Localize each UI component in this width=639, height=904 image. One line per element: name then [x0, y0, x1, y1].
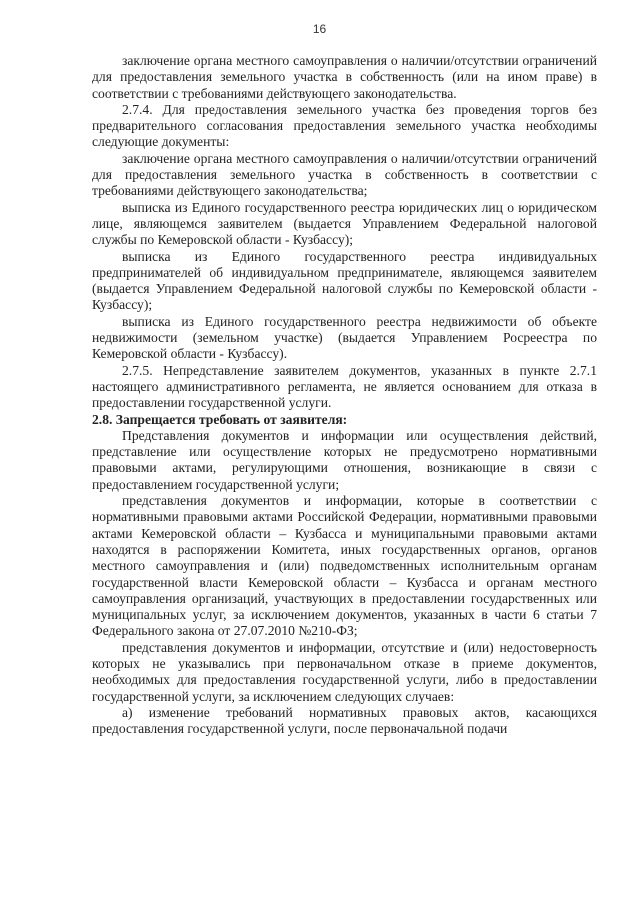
paragraph: 2.7.5. Непредставление заявителем документов, указанных в пункте 2.7.1 настоящего административного регламента, не является основанием для отказа в предоставлении государственной услуги.	[92, 362, 597, 411]
paragraph: представления документов и информации, отсутствие и (или) недостоверность которых не указывались при первоначальном отказе в приеме документов, необходимых для предоставления государственной услуги, либо в предоставлении государственной услуги, за исключением следующих случаев:	[92, 639, 597, 704]
paragraph: выписка из Единого государственного реестра юридических лиц о юридическом лице, являющемся заявителем (выдается Управлением Федеральной налоговой службы по Кемеровской области - Кузбассу);	[92, 199, 597, 248]
page-number: 16	[312, 22, 327, 36]
section-heading: 2.8. Запрещается требовать от заявителя:	[92, 411, 348, 427]
paragraph: Представления документов и информации или осуществления действий, представление или осуществление которых не предусмотрено нормативными правовыми актами, регулирующими отношения, возникающие в связи с предоставлением государственной услуги;	[92, 427, 597, 492]
paragraph: представления документов и информации, которые в соответствии с нормативными правовыми актами Российской Федерации, нормативными правовыми актами Кемеровской области – Кузбасса и муниципальными правовыми актами находятся в распоряжении Комитета, иных государственных органов, органов местного самоуправления и (или) подведомственных исполнительным органам государственной власти Кемеровской области – Кузбасса и органам местного самоуправления организаций, участвующих в предоставлении государственных или муниципальных услуг, за исключением документов, указанных в части 6 статьи 7 Федерального закона от 27.07.2010 №210-ФЗ;	[92, 493, 597, 639]
paragraph: а) изменение требований нормативных правовых актов, касающихся предоставления государственной услуги, после первоначальной подачи	[92, 704, 597, 737]
document-body	[92, 53, 597, 737]
paragraph: заключение органа местного самоуправления о наличии/отсутствии ограничений для предоставления земельного участка в собственность (или на ином праве) в соответствии с требованиями действующего законодательства.	[92, 53, 597, 101]
paragraph: выписка из Единого государственного реестра недвижимости об объекте недвижимости (земельном участке) (выдается Управлением Росреестра по Кемеровской области - Кузбассу).	[92, 313, 597, 362]
paragraph: 2.7.4. Для предоставления земельного участка без проведения торгов без предварительного согласования предоставления земельного участка необходимы следующие документы:	[92, 101, 597, 150]
paragraph: выписка из Единого государственного реестра индивидуальных предпринимателей об индивидуальном предпринимателе, являющемся заявителем (выдается Управлением Федеральной налоговой службы по Кемеровской области - Кузбассу);	[92, 248, 597, 313]
paragraph: заключение органа местного самоуправления о наличии/отсутствии ограничений для предоставления земельного участка в собственность в соответствии с требованиями действующего законодательства;	[92, 150, 597, 199]
